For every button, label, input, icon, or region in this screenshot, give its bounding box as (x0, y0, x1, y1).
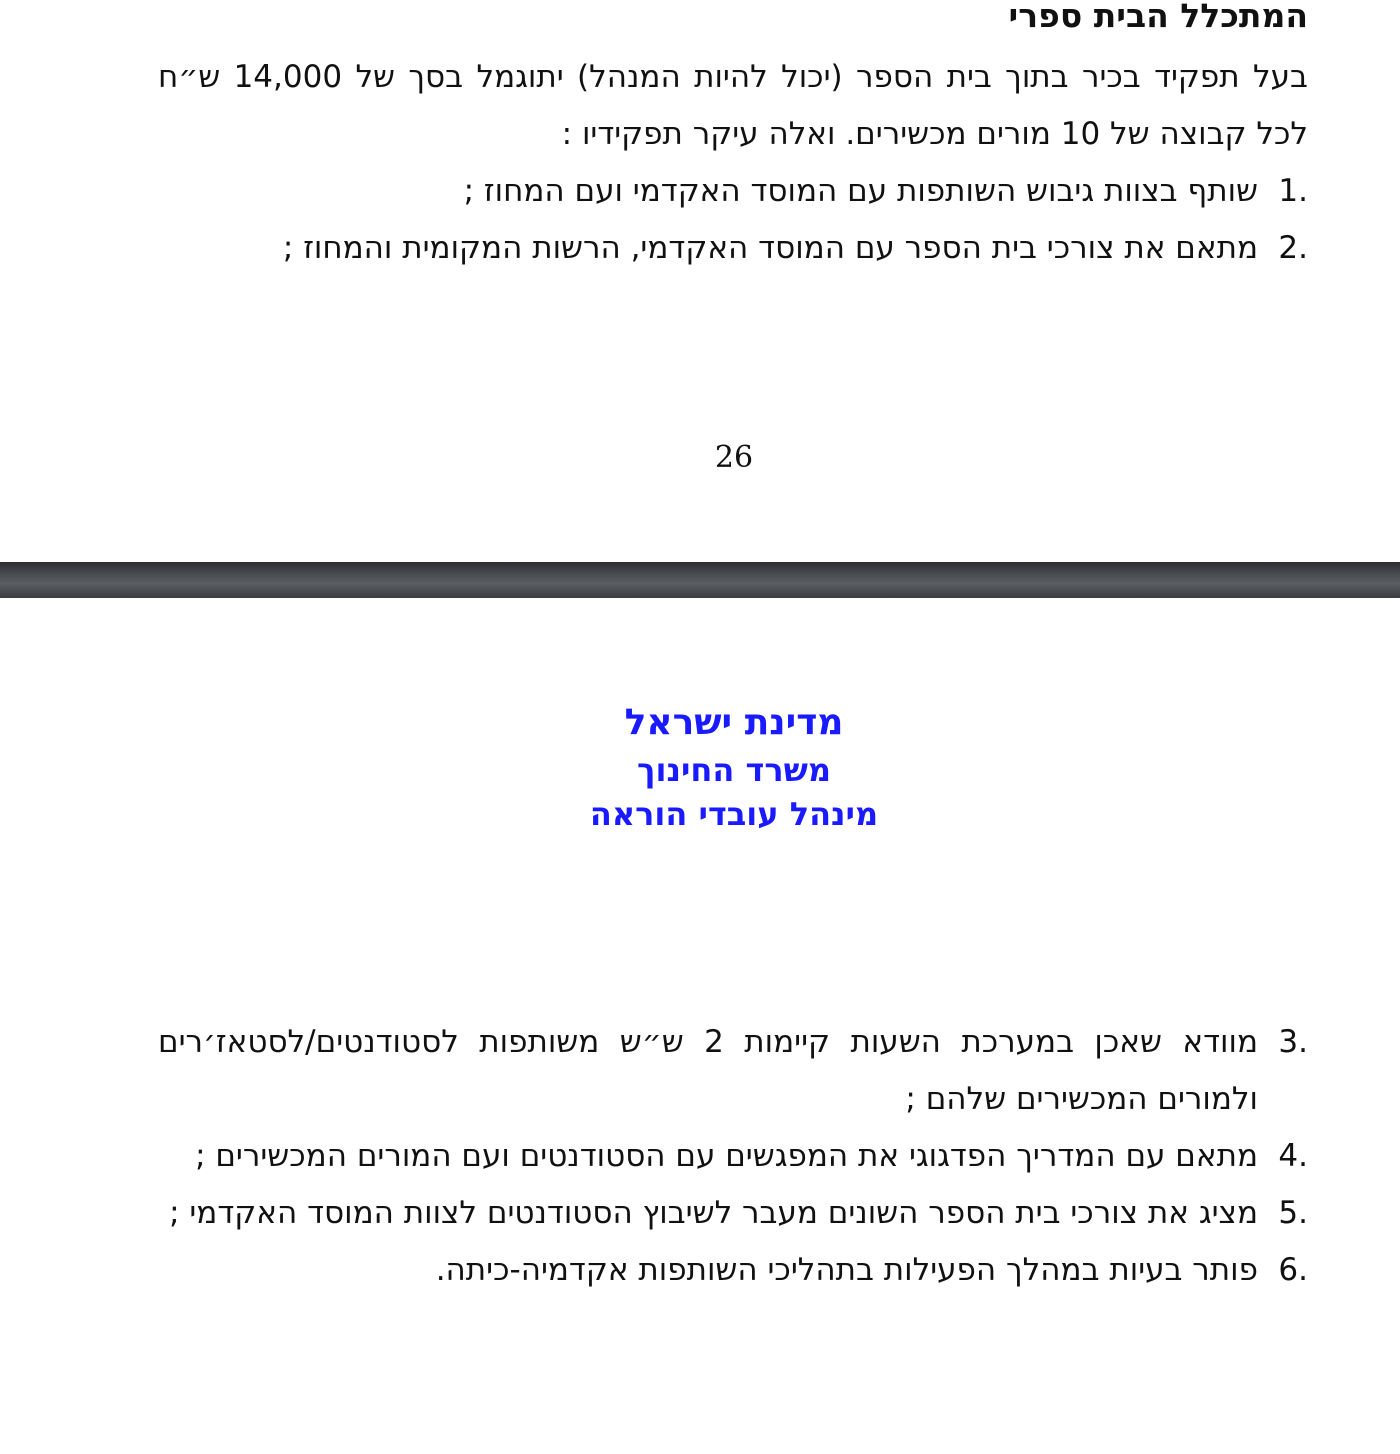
list-item (158, 1242, 1308, 1299)
list-item-number: 2. (1278, 230, 1308, 266)
document-page-27 (0, 598, 1400, 1454)
intro-text: בעל תפקיד בכיר בתוך בית הספר (יכול להיות המנהל) יתוגמל בסך של 14,000 ש״ח לכל קבוצה של 10 מורים מכשירים. ואלה עיקר תפקידיו : (158, 59, 1308, 152)
document-page-26 (0, 0, 1400, 562)
list-item-text: מתאם את צורכי בית הספר עם המוסד האקדמי, הרשות המקומית והמחוז ; (282, 230, 1258, 266)
page-number: 26 (714, 440, 754, 475)
letterhead (0, 698, 1400, 836)
letterhead-department: מינהל עובדי הוראה (589, 795, 879, 833)
list-item (158, 220, 1308, 277)
list-item-number: 5. (1278, 1195, 1308, 1231)
list-item (158, 1128, 1308, 1185)
list-item-number: 3. (1278, 1024, 1308, 1060)
list-item (158, 1014, 1308, 1128)
duties-list-part-2 (158, 1014, 1308, 1299)
list-item (158, 1185, 1308, 1242)
list-item-text: מציג את צורכי בית הספר השונים מעבר לשיבוץ הסטודנטים לצוות המוסד האקדמי ; (169, 1195, 1258, 1231)
list-item-number: 6. (1278, 1252, 1308, 1288)
list-item-text: פותר בעיות במהלך הפעילות בתהליכי השותפות אקדמיה-כיתה. (435, 1252, 1258, 1288)
page-separator (0, 562, 1400, 598)
list-item (158, 163, 1308, 220)
letterhead-state: מדינת ישראל (624, 702, 844, 743)
list-item-text: שותף בצוות גיבוש השותפות עם המוסד האקדמי ועם המחוז ; (463, 173, 1258, 209)
section-heading: המתכלל הבית ספרי (1008, 0, 1308, 35)
letterhead-ministry: משרד החינוך (637, 751, 831, 789)
list-item-number: 4. (1278, 1138, 1308, 1174)
duties-list-part-1 (158, 163, 1308, 277)
list-item-text: מוודא שאכן במערכת השעות קיימות 2 ש״ש משותפות לסטודנטים/לסטאז׳רים ולמורים המכשירים שלהם ; (158, 1024, 1258, 1117)
list-item-number: 1. (1278, 173, 1308, 209)
list-item-text: מתאם עם המדריך הפדגוגי את המפגשים עם הסטודנטים ועם המורים המכשירים ; (195, 1138, 1258, 1174)
intro-paragraph (158, 49, 1308, 163)
